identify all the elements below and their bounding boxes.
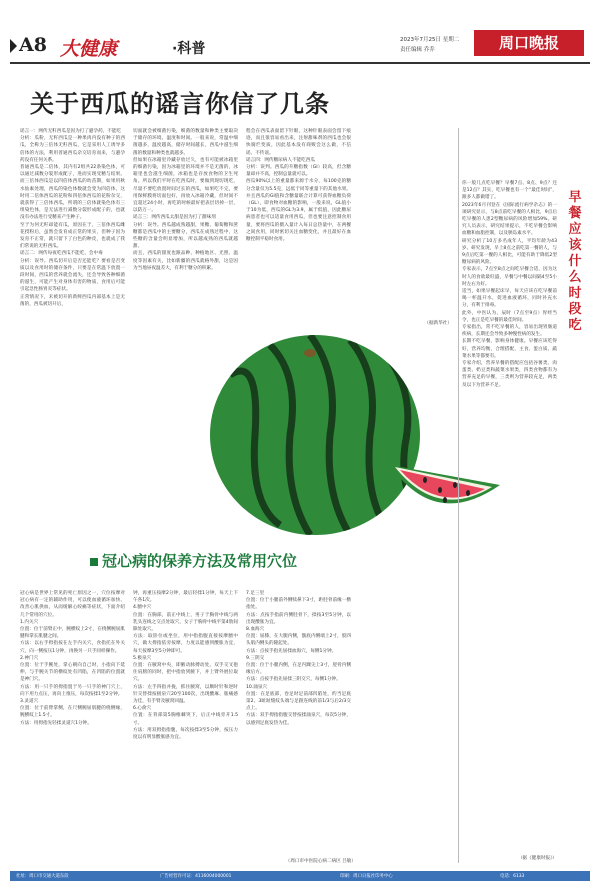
article-column-3: 程会在西瓜表面留下针眼，这种针眼表面会留下痕迹，而且很容易看出来，注射甜味剂的西瓜也会很快腐烂变质，因此基本没有商贩会这么做，不信谣、不传谣。 谣言四：网传糖尿病人不能吃西瓜 分析：误判。西瓜的升糖指数（GI）较高，但含糖量却并不高，控制总量就可以。 西瓜90%以上的重量都来源于水分，每100克的糖分含量仅为5.5克，远低于同等重量下的其他水果。并且西瓜的GI值和含糖量联合计算可获得血糖负荷（GL），即食物对血糖的影响，一般来说，GL值小于10为低，西瓜的GL为3.9，属于低值，因此糖尿病患者也可以适量食用西瓜，但也要注意控制食用量，要将西瓜的摄入量计入每日总热量中，在两餐之间食用，同时密切关注血糖变化，并且最好在血糖控制平稳时食用。 [246,129,351,243]
subsection-name: ·科普 [172,41,206,57]
sidebar-source: （据《健康时报》） [517,856,557,861]
column-divider [458,128,459,863]
footer-phone: 电话：6133 [500,874,525,879]
footer-address: 社址：周口市交通大道东段 [16,874,69,879]
page-number: A8 [10,34,47,56]
header-divider [10,62,590,64]
footer-ads: 广告经营许可证：4116004000001 [160,874,232,879]
sidebar-body: 你一般几点吃早餐？早餐7点、8点、9点？还是12点？其实，吃早餐也有一个“最佳时间”，跟多人都做错了。 2023年6月刊登在《国际流行病学杂志》的一项研究显示，与8点前吃早餐的人相比，9点后吃早餐的人患2型糖尿病的风险增加59%。研究人员表示，研究结果提示，不吃早餐会影响血糖和血脂控制，以及胰岛素水平。 研究分析了10万多名成年人，平均年龄为43岁。研究发现，早上8点之前吃第一餐的人，与9点后吃第一餐的人相比，可能有助于降低2型糖尿病的风险。 专家表示，7点至8点之间吃早餐合适，因为这时人的食欲最旺盛，早餐与中餐以间隔4至5小时左右为好。 适当，如果早餐起床早，每天应该在吃早餐前喝一杯温开水，促进血液循环，同时补充水分，有利于排毒。 此外，中医认为，辰时（7点至9点）胃经当令，也正是吃早餐的最佳时间。 专家指出，常不吃早餐的人，容易出现胃肠道疾病，长期还会导致多种慢性病的发生。 长期不吃早餐，影响身体健康。早餐应该吃得好，营养均衡，合理搭配，主食、蛋白质、蔬菜水果等都要有。 专家介绍，营养早餐的搭配应包括谷薯类、肉蛋类、奶豆类和蔬菜水果类，四类食物都有为营养充足的早餐，三类则为营养较充足，两类及以下为营养不足。 [462,181,557,388]
article2-column-2: 钟，再重压按摩2分钟，最后轻揉1分钟，每天上下午各1次。 4.膻中穴 位置：在胸部，前正中线上，男子于胸骨中线与两乳头连线之交点处取穴，女子于胸骨中线平第4肋间隙处取穴。 方法：取卧位或坐位，用中指指腹直接按摩膻中穴，做大拇指依旁按摩，力度以能感到酸胀为宜，每天按摩3至5分钟即可。 5.极泉穴 位置：在腋窝中央，即腋动脉搏动处。双手交叉抱住肩膀的同时，把中指放到腋下，并上臂外展位取穴。 方法：左手四指并拢，抓住腋窝，以顺时针和逆时针交替揉按极泉穴20至100次，出现酸麻、胀痛感为佳，有手臂及腋窝回温。 6.心俞穴 位置：在背部第5胸椎棘突下，后正中线旁开1.5寸。 方法：用双拇指指腹，每次按揉3至5分钟，按压力度以有明显酸胀感为宜。 [133,591,238,741]
article-title: 关于西瓜的谣言你信了几条 [30,89,330,118]
footer-print: 印刷：周口日报社印务中心 [340,874,393,879]
editor-credit: 责任编辑 乔乔 [400,47,435,53]
article2-column-1: 冠心病是世界上常见的死亡原因之一，穴位按摩对冠心病有一定的辅助作用，可以使血液循环加快、改善心肌供血，从而缓解心绞痛等症状，下面介绍几个常用的穴位。 1.内关穴 位置：位于前臂正中，腕横纹上2寸，在桡侧腕屈肌腱和掌长肌腱之间。 方法：以右手拇指按在左手内关穴，食指托在外关穴，向一侧按压1分钟，再换另一只手同样操作。 2.神门穴 位置：位于手腕处，掌心朝向自己时，小指向下延伸，与手腕关节的横纹处有凹陷，在凹陷的位置就是神门穴。 方法：用一只手的拇指置于另一只手的神门穴上，向下用力点压，再向上推压，每次按揉1至2分钟。 3.灵道穴 位置：位于前臂掌侧，在尺侧腕屈肌腱的桡侧缘，腕横纹上1.5寸。 方法：用拇指先轻揉灵道穴1分钟。 [20,591,125,726]
article-source: （据新华社） [424,321,452,326]
page-header [0,0,600,70]
article-column-1: 谣言一：网传无籽西瓜是因为打了避孕药，不能吃 分析：瓜粉，无籽西瓜是一种果肉内没有种子的西瓜，全称为三倍体无籽西瓜，它是采用人工诱导多倍体的方法，利用普通西瓜杂交培育而来，与避孕药没有任何关系。 普通西瓜是二倍体，其内有2组共22条染色体，可以通过减数分裂形成配子，进而实现受精与结果。而三倍体西瓜是以四倍体西瓜的幼苗期，如果用秋水仙素处理，西瓜的染色体数就会变为四倍体，这时用二倍体西瓜的花粉和四倍体西瓜的花粉杂交，就获得了三倍体西瓜，所谓的三倍体就染色体有三组染色体，是无法进行减数分裂形成配子的，也就没有办法进行受精来产生种子。 至于为何无籽却能有瓜，原因在于，三倍体西瓜雌花授粉后，虽然会发育成正常的果实，但种子因为发育不正常，就只留下了白色的种皮，也就成了我们常说的无籽西瓜。 谣言二：网传每夜吃西瓜不能吃，会中毒 分析：误导。西瓜切开后是否还能吃？要看是否变质以及食用时的储存条件，只要是在常温下放置一段时间，西瓜的营养就会流失，还会导致各种细菌的滋生，可能产生对身体有害的物质，食用后可能引起急性肠胃炎等症状。 正常情况下，未被切开的新鲜西瓜内部基本上是无菌的，西瓜被切开后， [20,129,125,307]
page-footer [10,871,590,881]
sidebar-title: 早餐应该什么时段吃 [568,190,582,333]
article2-source: （周口市中医院心病二病区 吕敏） [285,859,356,864]
triangle-icon [10,39,17,53]
square-bullet-icon [90,558,98,566]
issue-date: 2023年7月25日 星期二 [400,37,460,43]
article2-column-3: 7.足三里 位置：位于小腿前外侧犊鼻下3寸，距胫骨前缘一横指处。 方法：点按手指前内侧胫骨下，揉按3至5分钟，以出现酸胀为宜。 8.血海穴 位置：屈膝，在大腿内侧，髌底内侧端上2寸，股四头肌内侧头的隆起处。 方法：点按手指先屈揉血海穴，每侧1分钟。 9.三阴交 位置：位于小腿内侧，在足内踝尖上3寸，胫骨内侧缘后方。 方法：点按手指先屈揉三阴交穴，每侧1分钟。 10.涌泉穴 位置：在足底部，卷足时足前部凹陷处，约当足底第2、3趾趾缝纹头端与足跟连线的前1/3与后2/3交点上。 方法：双手拇指指腹交替按揉涌泉穴，每次5分钟，以感到足底发热为佳。 [246,591,351,726]
section-name: 大健康 [60,38,118,60]
newspaper-logo: 周口晚报 [474,30,584,56]
article2-title: 冠心病的保养方法及常用穴位 [90,550,297,571]
article-column-2: 切面就会被细菌污染，细菌的数量和种类主要取决于储存的环境、温度和时间。一般来说，常温中细菌越多，温度越高，储存时间越长，西瓜中滋生细菌的数量和种类也就越多。 但如果在冰箱里冷藏存放过久，也有可能被冰箱里的细菌污染，因为冰箱里的环境并不是无菌的，冰箱里也会滋生细菌，冰箱也是存放食物的卫生死角。所以我们平时在吃西瓜时，要做到现切现吃，尽量不要吃放置时间过长的西瓜，如果吃不完，要用保鲜膜将切面包好，再放入冰箱冷藏，但时间不宜超过24小时，再吃的时候最好把表层切掉一层，以防万一。 谣言三：网传西瓜太甜是因为打了甜味剂 分析：误导。西瓜越成熟越甜，果糖、葡萄糖和蔗糖都是西瓜中的主要糖分，西瓜在成熟过程中，这些糖的含量会明显增加，所以越成熟的西瓜就越甜。 而且，西瓜的甜度也跟品种、种植地区、光照、温度等因素有关，比如新疆的西瓜就格外甜，这是因为当地昼夜温差大，有利于糖分的积累。 [133,129,238,271]
